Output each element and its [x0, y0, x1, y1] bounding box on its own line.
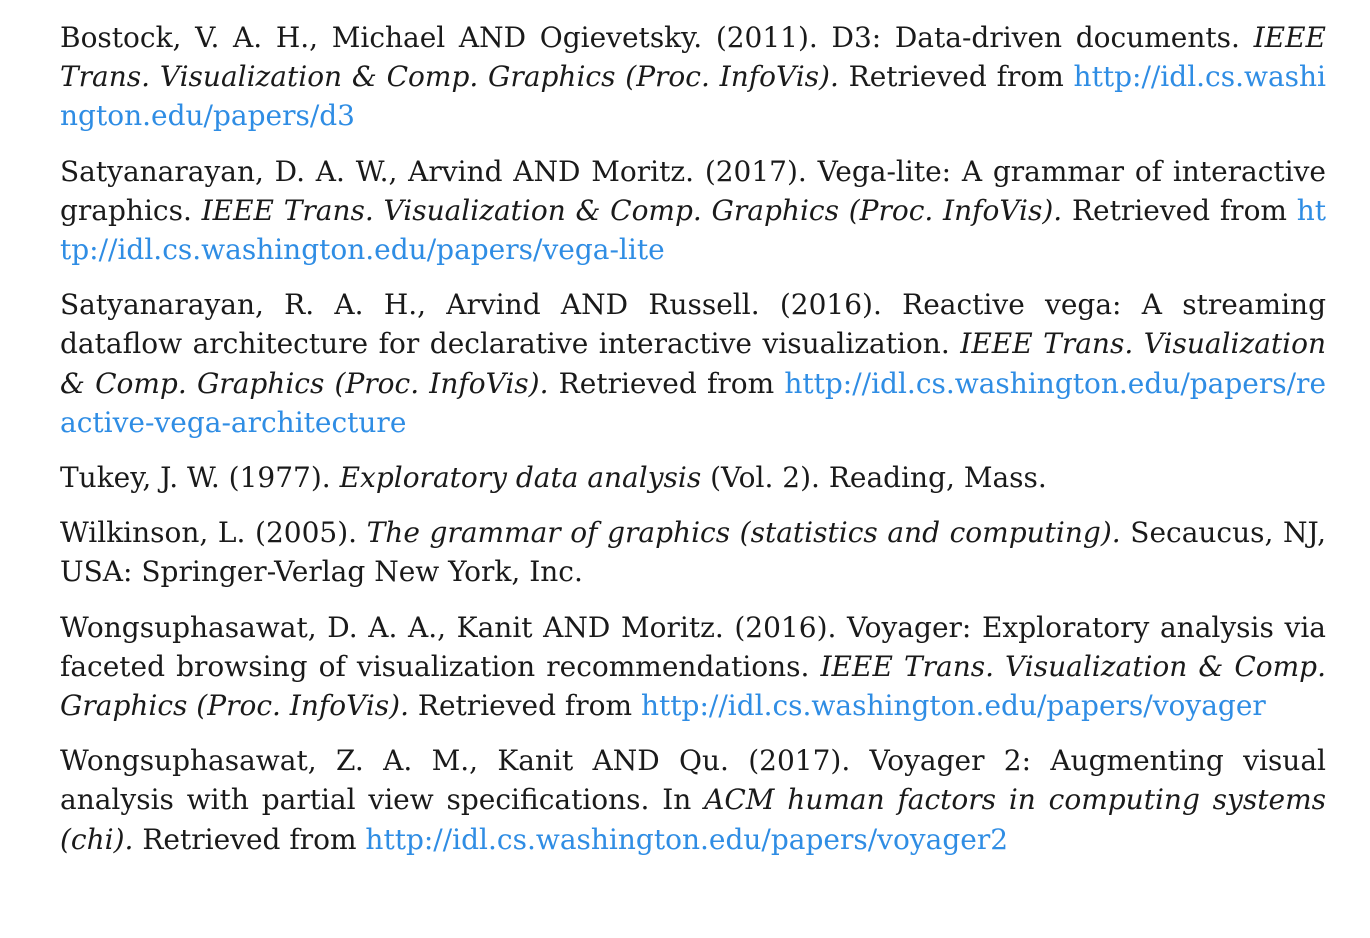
reference-entry [60, 18, 1326, 136]
reference-entry [60, 152, 1326, 270]
reference-text: Tukey, J. W. (1977). [60, 461, 340, 495]
reference-text: Secaucus, NJ, USA: Springer-Verlag New York, Inc. [60, 516, 1326, 589]
reference-list [60, 18, 1326, 859]
reference-text: Satyanarayan, D. A. W., Arvind AND Moritz. (2017). Vega-lite: A grammar of interactive graphics. [60, 154, 1326, 227]
reference-title: The grammar of graphics (statistics and computing). [366, 516, 1121, 550]
reference-text: Retrieved from [409, 689, 641, 723]
reference-link[interactable]: http://idl.cs.washington.edu/papers/reactive-vega-architecture [60, 366, 1327, 439]
reference-text: Wilkinson, L. (2005). [60, 516, 367, 550]
reference-text: Wongsuphasawat, D. A. A., Kanit AND Moritz. (2016). Voyager: Exploratory analysis via faceted browsing of visualization recommendations. [60, 610, 1326, 683]
reference-text: Bostock, V. A. H., Michael AND Ogievetsky. (2011). D3: Data-driven documents. [60, 21, 1254, 54]
reference-venue: IEEE Trans. Visualization & Comp. Graphics (Proc. InfoVis). [60, 21, 1326, 94]
reference-link[interactable]: http://idl.cs.washington.edu/papers/d3 [60, 60, 1327, 133]
reference-link[interactable]: http://idl.cs.washington.edu/papers/vega-lite [60, 193, 1327, 267]
reference-entry [60, 458, 1326, 497]
reference-entry [60, 741, 1326, 859]
reference-text: (Vol. 2). Reading, Mass. [701, 461, 1047, 495]
reference-venue: ACM human factors in computing systems (chi). [60, 783, 1326, 856]
reference-entry [60, 513, 1326, 591]
reference-title: Exploratory data analysis [339, 461, 702, 495]
reference-venue: IEEE Trans. Visualization & Comp. Graphics (Proc. InfoVis). [60, 649, 1326, 723]
reference-text: Retrieved from [548, 366, 785, 400]
reference-text: Wongsuphasawat, Z. A. M., Kanit AND Qu. (2017). Voyager 2: Augmenting visual analysis with partial view specifications. In [60, 744, 1326, 817]
reference-entry [60, 285, 1326, 442]
reference-venue: IEEE Trans. Visualization & Comp. Graphics (Proc. InfoVis). [201, 193, 1063, 227]
reference-text: Satyanarayan, R. A. H., Arvind AND Russell. (2016). Reactive vega: A streaming dataflow architecture for declarative interactive visualization. [60, 288, 1326, 361]
reference-text: Retrieved from [133, 822, 366, 856]
reference-entry [60, 608, 1326, 726]
reference-link[interactable]: http://idl.cs.washington.edu/papers/voyager [640, 689, 1266, 723]
reference-text: Retrieved from [838, 60, 1074, 94]
reference-link[interactable]: http://idl.cs.washington.edu/papers/voyager2 [365, 822, 1009, 856]
reference-text: Retrieved from [1062, 193, 1297, 227]
reference-venue: IEEE Trans. Visualization & Comp. Graphics (Proc. InfoVis). [60, 327, 1327, 400]
